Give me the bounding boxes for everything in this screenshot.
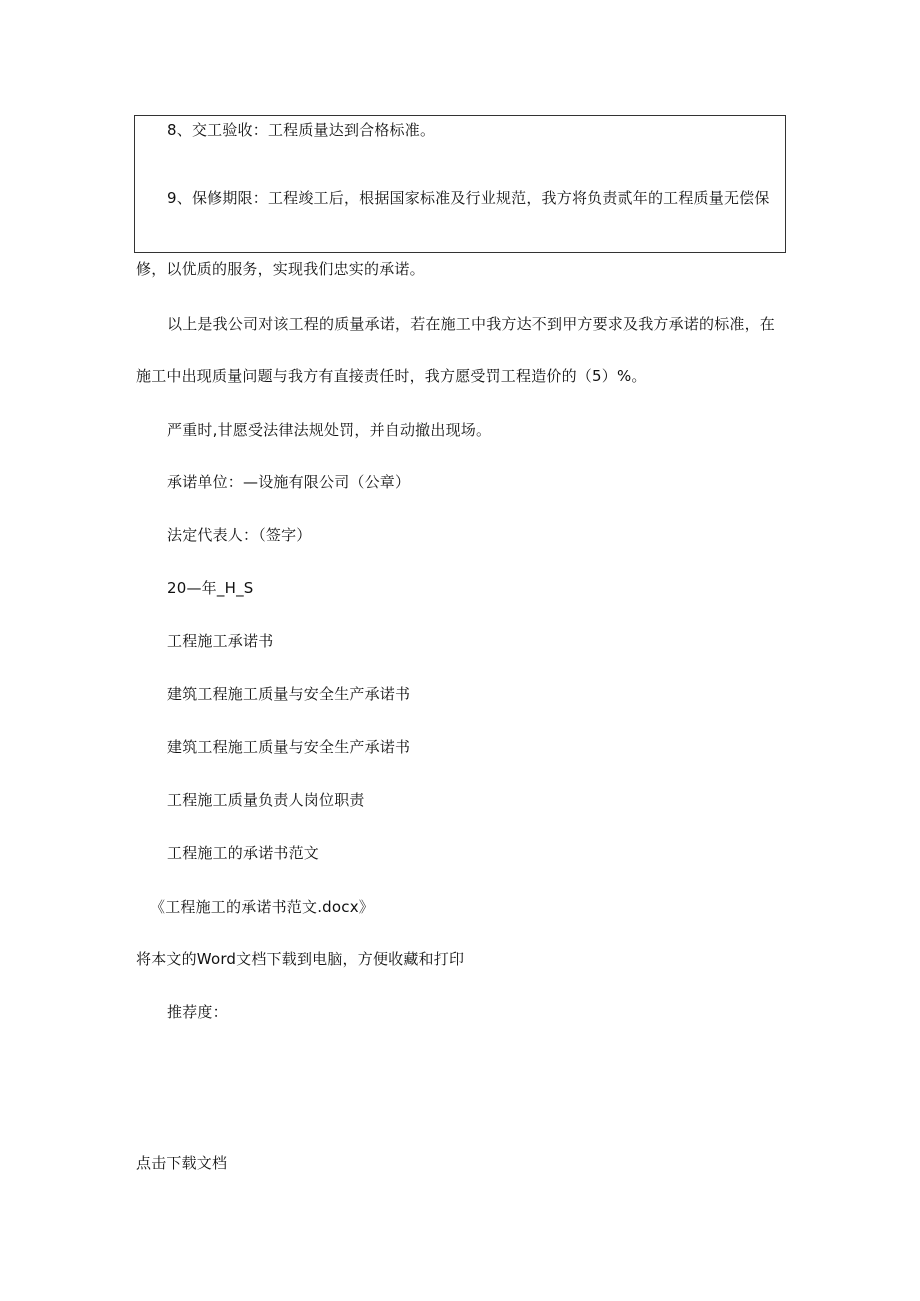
paragraph-serious: 严重时,甘愿受法律法规处罚，并自动撤出现场。 xyxy=(167,421,492,439)
download-document-link[interactable]: 点击下载文档 xyxy=(136,1154,228,1172)
related-link-5[interactable]: 工程施工的承诺书范文 xyxy=(167,844,320,862)
signature-date: 20—年_H_S xyxy=(167,579,254,597)
signature-unit: 承诺单位：—设施有限公司（公章） xyxy=(167,473,411,491)
related-link-2[interactable]: 建筑工程施工质量与安全生产承诺书 xyxy=(167,685,411,703)
paragraph-commitment-1: 以上是我公司对该工程的质量承诺，若在施工中我方达不到甲方要求及我方承诺的标准，在 xyxy=(167,315,776,333)
rating-label: 推荐度： xyxy=(167,1003,228,1021)
box-line-acceptance: 8、交工验收：工程质量达到合格标准。 xyxy=(167,121,436,139)
download-description: 将本文的Word文档下载到电脑，方便收藏和打印 xyxy=(136,950,465,968)
related-link-4[interactable]: 工程施工质量负责人岗位职责 xyxy=(167,791,365,809)
related-link-3[interactable]: 建筑工程施工质量与安全生产承诺书 xyxy=(167,738,411,756)
paragraph-commitment-2: 施工中出现质量问题与我方有直接责任时，我方愿受罚工程造价的（5）%。 xyxy=(136,367,647,385)
signature-representative: 法定代表人：（签字） xyxy=(167,526,312,544)
file-title: 《工程施工的承诺书范文.docx》 xyxy=(150,898,374,916)
paragraph-continuation: 修，以优质的服务，实现我们忠实的承诺。 xyxy=(136,260,425,278)
related-link-1[interactable]: 工程施工承诺书 xyxy=(167,632,274,650)
box-line-warranty: 9、保修期限：工程竣工后，根据国家标准及行业规范，我方将负责贰年的工程质量无偿保 xyxy=(167,189,770,207)
